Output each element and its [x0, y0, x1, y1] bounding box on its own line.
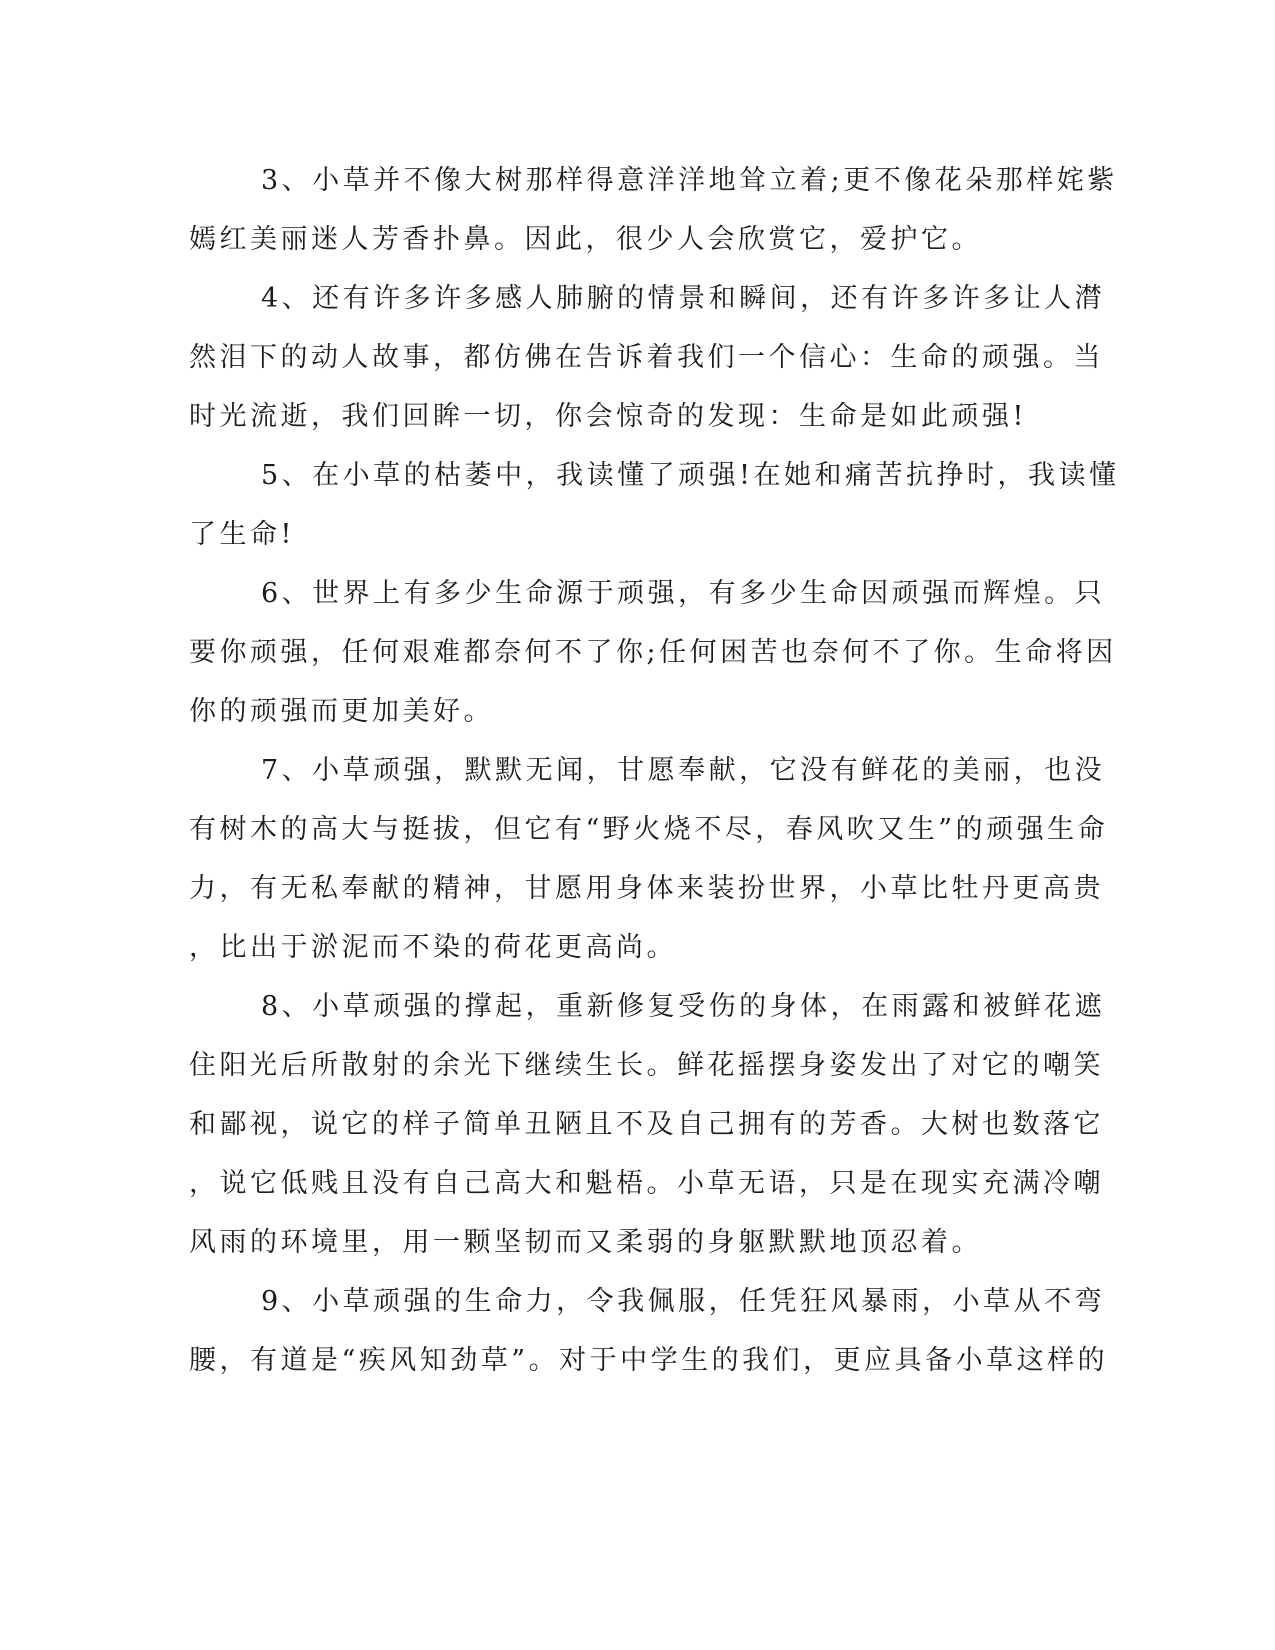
paragraph-6-line-2: 要你顽强，任何艰难都奈何不了你;任何困苦也奈何不了你。生命将因	[189, 637, 1117, 668]
paragraph-4-line-2: 然泪下的动人故事，都仿佛在告诉着我们一个信心：生命的顽强。当	[189, 342, 1104, 373]
paragraph-7-line-1: 7、小草顽强，默默无闻，甘愿奉献，它没有鲜花的美丽，也没	[261, 755, 1106, 786]
paragraph-7-line-2: 有树木的高大与挺拔，但它有“野火烧不尽，春风吹又生”的顽强生命	[189, 814, 1109, 845]
paragraph-8-line-2: 住阳光后所散射的余光下继续生长。鲜花摇摆身姿发出了对它的嘲笑	[189, 1050, 1104, 1081]
paragraph-8-line-3: 和鄙视，说它的样子简单丑陋且不及自己拥有的芳香。大树也数落它	[189, 1109, 1104, 1140]
paragraph-9-line-2: 腰，有道是“疾风知劲草”。对于中学生的我们，更应具备小草这样的	[189, 1345, 1109, 1376]
paragraph-4-line-3: 时光流逝，我们回眸一切，你会惊奇的发现：生命是如此顽强!	[189, 401, 1027, 432]
paragraph-8-line-1: 8、小草顽强的撑起，重新修复受伤的身体，在雨露和被鲜花遮	[261, 991, 1106, 1022]
paragraph-8-line-5: 风雨的环境里，用一颗坚韧而又柔弱的身躯默默地顶忍着。	[189, 1227, 982, 1258]
paragraph-7-line-3: 力，有无私奉献的精神，甘愿用身体来装扮世界，小草比牡丹更高贵	[189, 873, 1104, 904]
paragraph-9-line-1: 9、小草顽强的生命力，令我佩服，任凭狂风暴雨，小草从不弯	[261, 1286, 1106, 1317]
paragraph-3-line-2: 嫣红美丽迷人芳香扑鼻。因此，很少人会欣赏它，爱护它。	[189, 224, 982, 255]
paragraph-6-line-3: 你的顽强而更加美好。	[189, 696, 494, 727]
paragraph-3-line-1: 3、小草并不像大树那样得意洋洋地耸立着;更不像花朵那样姹紫	[261, 165, 1118, 196]
paragraph-6-line-1: 6、世界上有多少生命源于顽强，有多少生命因顽强而辉煌。只	[261, 578, 1106, 609]
paragraph-7-line-4: ，比出于淤泥而不染的荷花更高尚。	[189, 932, 677, 963]
paragraph-5-line-1: 5、在小草的枯萎中，我读懂了顽强!在她和痛苦抗挣时，我读懂	[261, 460, 1120, 491]
paragraph-8-line-4: ，说它低贱且没有自己高大和魁梧。小草无语，只是在现实充满冷嘲	[189, 1168, 1104, 1199]
paragraph-4-line-1: 4、还有许多许多感人肺腑的情景和瞬间，还有许多许多让人潸	[261, 283, 1106, 314]
paragraph-5-line-2: 了生命!	[189, 519, 295, 550]
